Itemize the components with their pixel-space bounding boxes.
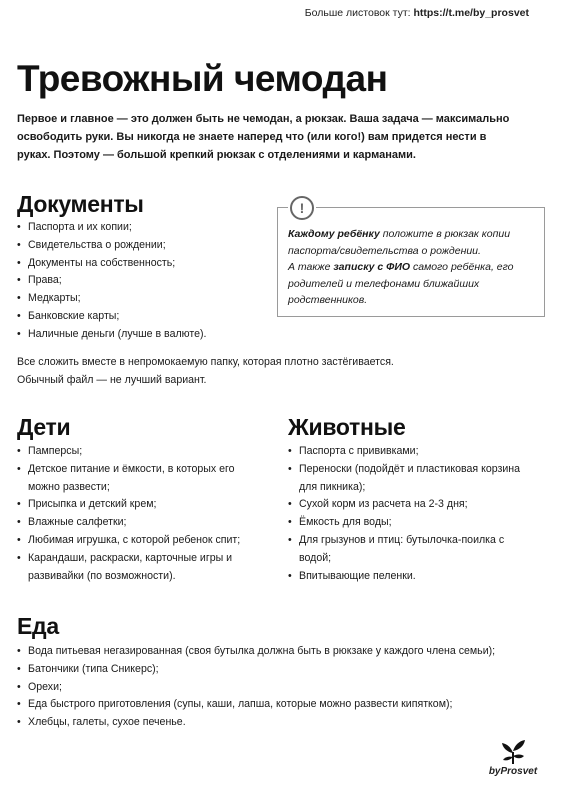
list-item: • Памперсы; (17, 443, 262, 461)
list-item: • Карандаши, раскраски, карточные игры и развивайки (по возможности). (17, 550, 262, 586)
exclamation-circle-icon: ! (288, 194, 316, 222)
brand-logo (478, 738, 548, 777)
list-item: • Для грызунов и птиц: бутылочка-поилка с водой; (288, 532, 528, 568)
list-item: • Ёмкость для воды; (288, 514, 528, 532)
list-item: • Впитывающие пеленки. (288, 568, 528, 586)
documents-note-line: Обычный файл — не лучший вариант. (17, 373, 207, 386)
list-item: • Батончики (типа Сникерс); (17, 661, 547, 679)
list-item: • Свидетельства о рождении; (17, 237, 267, 255)
list-item: • Банковские карты; (17, 308, 267, 326)
note-bold: записку с ФИО (333, 261, 411, 273)
intro-line: Первое и главное — это должен быть не чемодан, а рюкзак. Ваша задача — максимально (17, 113, 510, 125)
intro-paragraph (17, 111, 537, 164)
list-item: • Наличные деньги (лучше в валюте). (17, 326, 267, 344)
documents-list (17, 219, 267, 344)
list-item: • Хлебцы, галеты, сухое печенье. (17, 714, 547, 732)
kids-heading: Дети (17, 414, 71, 440)
list-item: • Паспорта и их копии; (17, 219, 267, 237)
list-item: • Паспорта с прививками; (288, 443, 528, 461)
kids-list (17, 443, 262, 585)
brand-name: byProsvet (488, 766, 538, 777)
animals-heading: Животные (288, 414, 406, 440)
list-item: • Вода питьевая негазированная (своя бутылка должна быть в рюкзаке у каждого члена семьи); (17, 643, 547, 661)
note-span: самого ребёнка, его родителей и телефонами ближайших родственников. (288, 261, 514, 306)
page-title: Тревожный чемодан (17, 58, 388, 99)
food-list (17, 643, 547, 732)
documents-note-line: Все сложить вместе в непромокаемую папку, которая плотно застёгивается. (17, 356, 394, 368)
note-bold: Каждому ребёнку (288, 228, 380, 240)
documents-note (17, 354, 537, 389)
header-link-prefix: Больше листовок тут: (304, 7, 411, 19)
list-item: • Документы на собственность; (17, 255, 267, 273)
list-item: • Еда быстрого приготовления (супы, каши, лапша, которые можно развести кипятком); (17, 696, 547, 714)
list-item: • Присыпка и детский крем; (17, 496, 262, 514)
list-item: • Детское питание и ёмкости, в которых его можно развести; (17, 461, 262, 497)
header-link-url[interactable]: https://t.me/by_prosvet (413, 7, 529, 19)
note-span: положите в рюкзак копии паспорта/свидетельства о рождении. (288, 228, 511, 257)
documents-heading: Документы (17, 191, 144, 217)
list-item: • Медкарты; (17, 290, 267, 308)
note-span: А также (288, 261, 334, 273)
list-item: • Права; (17, 272, 267, 290)
header-link[interactable] (305, 7, 529, 19)
intro-line: руках. Поэтому — большой крепкий рюкзак с отделениями и карманами. (17, 148, 416, 161)
list-item: • Влажные салфетки; (17, 514, 262, 532)
animals-list (288, 443, 528, 585)
list-item: • Орехи; (17, 679, 547, 697)
list-item: • Сухой корм из расчета на 2-3 дня; (288, 496, 528, 514)
list-item: • Любимая игрушка, с которой ребенок спит; (17, 532, 262, 550)
list-item: • Переноски (подойдёт и пластиковая корзина для пикника); (288, 461, 528, 497)
note-text (288, 226, 538, 309)
tree-logo-icon (498, 738, 528, 766)
intro-line: освободить руки. Вы никогда не знаете наперед что (или кого!) вам придется нести в (17, 130, 487, 143)
food-heading: Еда (17, 613, 59, 639)
